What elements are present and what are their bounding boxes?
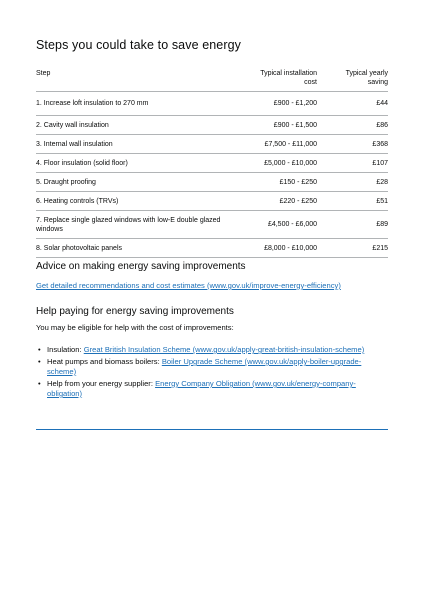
energy-company-obligation-link[interactable]: Energy Company Obligation (www.gov.uk/energy-company-obligation) — [47, 379, 356, 398]
list-item — [36, 345, 388, 355]
header-saving — [317, 67, 388, 92]
help-list — [36, 345, 388, 401]
bullet-icon: • — [38, 379, 41, 388]
boiler-upgrade-link[interactable]: Boiler Upgrade Scheme (www.gov.uk/apply-boiler-upgrade-scheme) — [47, 357, 362, 376]
table-row — [36, 211, 388, 239]
table-row — [36, 116, 388, 135]
saving-cell: £51 — [317, 192, 388, 211]
header-cost-line1: Typical installation — [260, 70, 317, 77]
saving-cell: £86 — [317, 116, 388, 135]
bullet-icon: • — [38, 345, 41, 354]
help-intro: You may be eligible for help with the cost of improvements: — [36, 323, 234, 332]
step-cell: 3. Internal wall insulation — [36, 135, 232, 154]
saving-cell: £44 — [317, 92, 388, 116]
step-cell: 7. Replace single glazed windows with low-E double glazed windows — [36, 211, 232, 239]
step-cell: 8. Solar photovoltaic panels — [36, 239, 232, 258]
saving-cell: £215 — [317, 239, 388, 258]
table-header-row — [36, 67, 388, 92]
help-item-label: Insulation: — [47, 345, 84, 354]
page-title: Steps you could take to save energy — [36, 38, 242, 52]
header-saving-line2: saving — [367, 79, 388, 86]
step-cell: 4. Floor insulation (solid floor) — [36, 154, 232, 173]
cost-cell: £4,500 - £6,000 — [232, 211, 317, 239]
header-cost-line2: cost — [304, 79, 317, 86]
cost-cell: £5,000 - £10,000 — [232, 154, 317, 173]
table-row — [36, 154, 388, 173]
step-cell: 1. Increase loft insulation to 270 mm — [36, 92, 232, 116]
saving-cell: £107 — [317, 154, 388, 173]
cost-cell: £900 - £1,500 — [232, 116, 317, 135]
table-row — [36, 192, 388, 211]
advice-heading: Advice on making energy saving improvements — [36, 261, 246, 272]
table-row — [36, 173, 388, 192]
help-item-label: Heat pumps and biomass boilers: — [47, 357, 162, 366]
list-item — [36, 357, 388, 377]
help-item-label: Help from your energy supplier: — [47, 379, 156, 388]
saving-cell: £89 — [317, 211, 388, 239]
cost-cell: £220 - £250 — [232, 192, 317, 211]
insulation-scheme-link[interactable]: Great British Insulation Scheme (www.gov.uk/apply-great-british-insulation-scheme) — [83, 345, 365, 354]
saving-cell: £368 — [317, 135, 388, 154]
header-cost — [232, 67, 317, 92]
section-divider — [36, 429, 388, 430]
improve-energy-efficiency-link[interactable]: Get detailed recommendations and cost estimates (www.gov.uk/improve-energy-efficiency) — [36, 281, 341, 290]
table-row — [36, 135, 388, 154]
step-cell: 6. Heating controls (TRVs) — [36, 192, 232, 211]
saving-cell: £28 — [317, 173, 388, 192]
table-row — [36, 239, 388, 258]
cost-cell: £900 - £1,200 — [232, 92, 317, 116]
header-step: Step — [36, 67, 232, 92]
list-item — [36, 379, 388, 399]
cost-cell: £7,500 - £11,000 — [232, 135, 317, 154]
step-cell: 2. Cavity wall insulation — [36, 116, 232, 135]
cost-cell: £8,000 - £10,000 — [232, 239, 317, 258]
step-cell: 5. Draught proofing — [36, 173, 232, 192]
energy-steps-table — [36, 67, 388, 258]
help-heading: Help paying for energy saving improvements — [36, 306, 234, 317]
cost-cell: £150 - £250 — [232, 173, 317, 192]
bullet-icon: • — [38, 357, 41, 366]
header-saving-line1: Typical yearly — [345, 70, 388, 77]
table-row — [36, 92, 388, 116]
